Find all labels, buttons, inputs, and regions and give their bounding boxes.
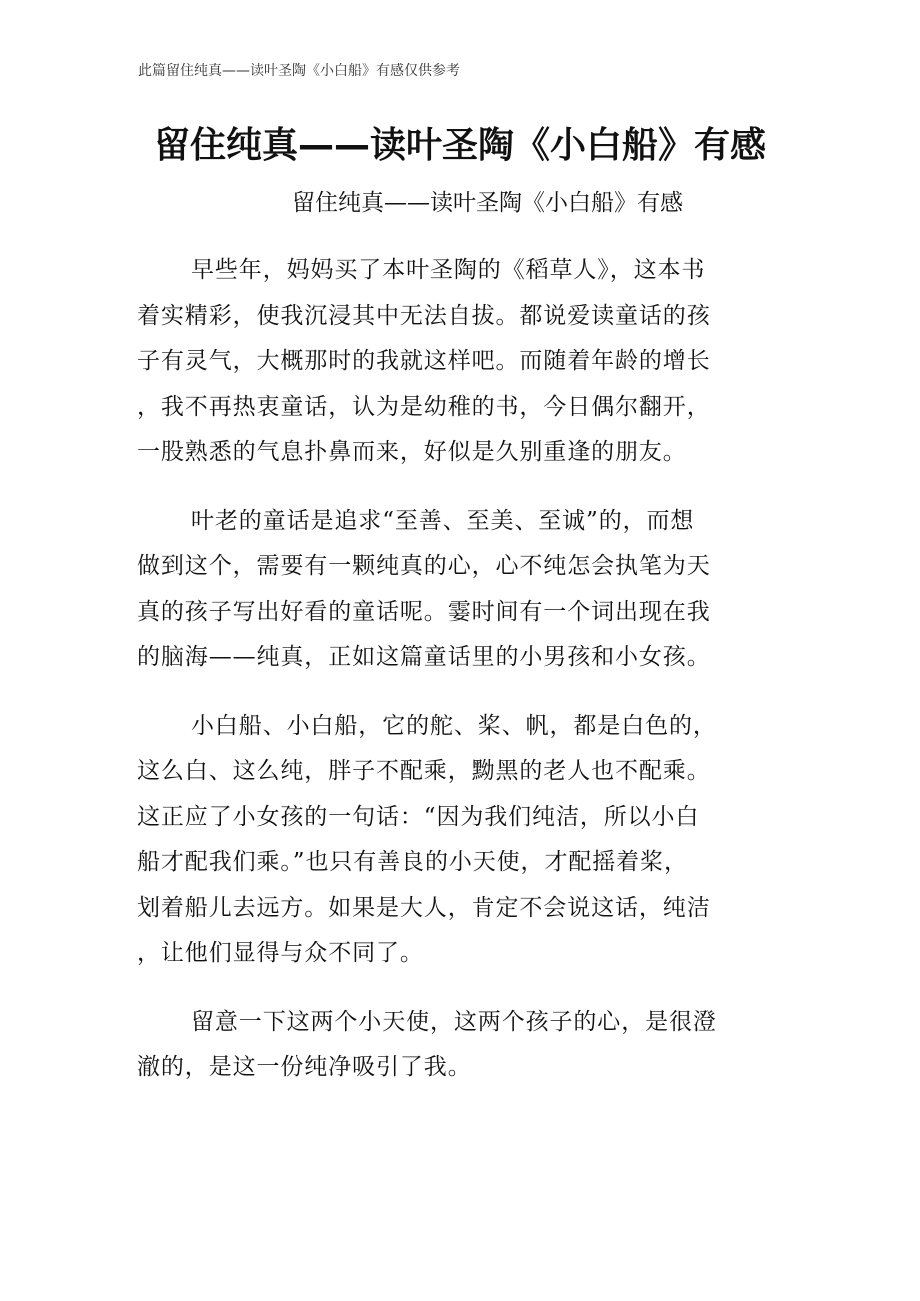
text-line: 留意一下这两个小天使，这两个孩子的心，是很澄 bbox=[191, 1008, 717, 1035]
text-line: 着实精彩，使我沉浸其中无法自拔。都说爱读童话的孩 bbox=[137, 302, 711, 329]
text-line: 划着船儿去远方。如果是大人，肯定不会说这话，纯洁 bbox=[137, 894, 711, 921]
document-body bbox=[137, 248, 777, 1114]
text-line: 小白船、小白船，它的舵、桨、帆，都是白色的， bbox=[191, 712, 717, 739]
text-line: 这么白、这么纯，胖子不配乘，黝黑的老人也不配乘。 bbox=[137, 758, 711, 784]
text-line: 船才配我们乘。”也只有善良的小天使，才配摇着桨， bbox=[137, 849, 688, 875]
text-line: 做到这个，需要有一颗纯真的心，心不纯怎会执笔为天 bbox=[137, 553, 711, 579]
paragraph-2 bbox=[137, 499, 777, 681]
text-line: 澈的，是这一份纯净吸引了我。 bbox=[137, 1054, 472, 1080]
document-title: 留住纯真——读叶圣陶《小白船》有感 bbox=[153, 125, 766, 166]
document-subtitle: 留住纯真——读叶圣陶《小白船》有感 bbox=[292, 190, 683, 216]
paragraph-4 bbox=[137, 1000, 777, 1091]
paragraph-3 bbox=[137, 704, 777, 977]
header-note: 此篇留住纯真——读叶圣陶《小白船》有感仅供参考 bbox=[138, 63, 460, 79]
text-line: ，我不再热衷童话，认为是幼稚的书，今日偶尔翻开， bbox=[137, 393, 711, 420]
text-line: 一股熟悉的气息扑鼻而来，好似是久别重逢的朋友。 bbox=[137, 439, 687, 465]
text-line: 真的孩子写出好看的童话呢。霎时间有一个词出现在我 bbox=[137, 598, 711, 625]
text-line: 叶老的童话是追求“至善、至美、至诚”的，而想 bbox=[191, 507, 695, 534]
text-line: ，让他们显得与众不同了。 bbox=[137, 940, 424, 966]
text-line: 早些年，妈妈买了本叶圣陶的《稻草人》，这本书 bbox=[191, 257, 706, 283]
text-line: 这正应了小女孩的一句话：“因为我们纯洁，所以小白 bbox=[137, 803, 700, 830]
text-line: 子有灵气，大概那时的我就这样吧。而随着年龄的增长 bbox=[137, 348, 711, 374]
text-line: 的脑海——纯真，正如这篇童话里的小男孩和小女孩。 bbox=[137, 644, 711, 670]
paragraph-1 bbox=[137, 248, 777, 476]
